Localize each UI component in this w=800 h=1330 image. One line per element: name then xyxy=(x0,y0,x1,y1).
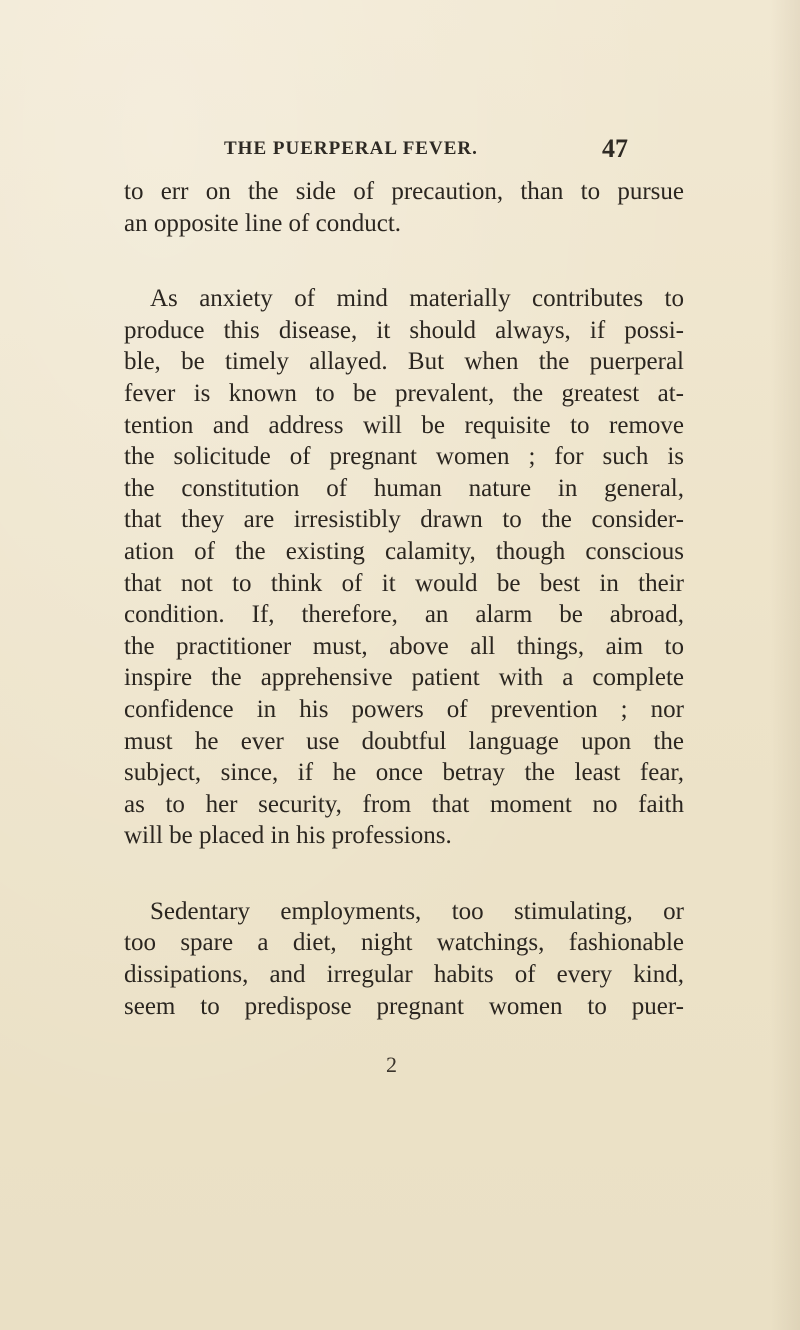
signature-mark: 2 xyxy=(386,1052,397,1077)
text-line: condition. If, therefore, an alarm be abroad, xyxy=(124,601,684,629)
text-line: the solicitude of pregnant women ; for such is xyxy=(124,443,684,471)
body-text xyxy=(124,176,684,1022)
text-line: inspire the apprehensive patient with a complete xyxy=(124,664,684,692)
text-line: will be placed in his professions. xyxy=(124,822,452,850)
text-line: Sedentary employments, too stimulating, or xyxy=(150,897,684,925)
text-line: to err on the side of precaution, than to pursue xyxy=(124,178,684,205)
text-line: the practitioner must, above all things, aim to xyxy=(124,632,684,660)
text-line: tention and address will be requisite to remove xyxy=(124,411,684,439)
paragraph xyxy=(124,176,684,239)
paragraph xyxy=(124,896,684,1022)
text-line: as to her security, from that moment no faith xyxy=(124,790,684,818)
text-line: that not to think of it would be best in their xyxy=(124,569,684,597)
text-line: seem to predispose pregnant women to puer- xyxy=(124,992,684,1020)
page-number: 47 xyxy=(602,134,628,163)
text-line: the constitution of human nature in general, xyxy=(124,474,684,502)
running-head: THE PUERPERAL FEVER. xyxy=(224,138,478,159)
text-line: ble, be timely allayed. But when the puerperal xyxy=(124,348,684,376)
text-line: dissipations, and irregular habits of every kind, xyxy=(124,961,684,989)
text-line: produce this disease, it should always, if possi- xyxy=(124,316,684,344)
page-header xyxy=(0,134,800,168)
paragraph xyxy=(124,283,684,852)
text-line: fever is known to be prevalent, the greatest at- xyxy=(124,379,684,407)
page-edge-shadow xyxy=(770,0,800,1330)
text-line: subject, since, if he once betray the least fear, xyxy=(124,759,684,787)
text-line: As anxiety of mind materially contributes to xyxy=(150,285,684,313)
text-line: that they are irresistibly drawn to the consider- xyxy=(124,506,684,534)
text-line: must he ever use doubtful language upon the xyxy=(124,727,684,755)
text-line: ation of the existing calamity, though conscious xyxy=(124,537,684,565)
text-line: confidence in his powers of prevention ; nor xyxy=(124,695,684,723)
text-line: an opposite line of conduct. xyxy=(124,209,402,237)
text-line: too spare a diet, night watchings, fashionable xyxy=(124,929,684,957)
